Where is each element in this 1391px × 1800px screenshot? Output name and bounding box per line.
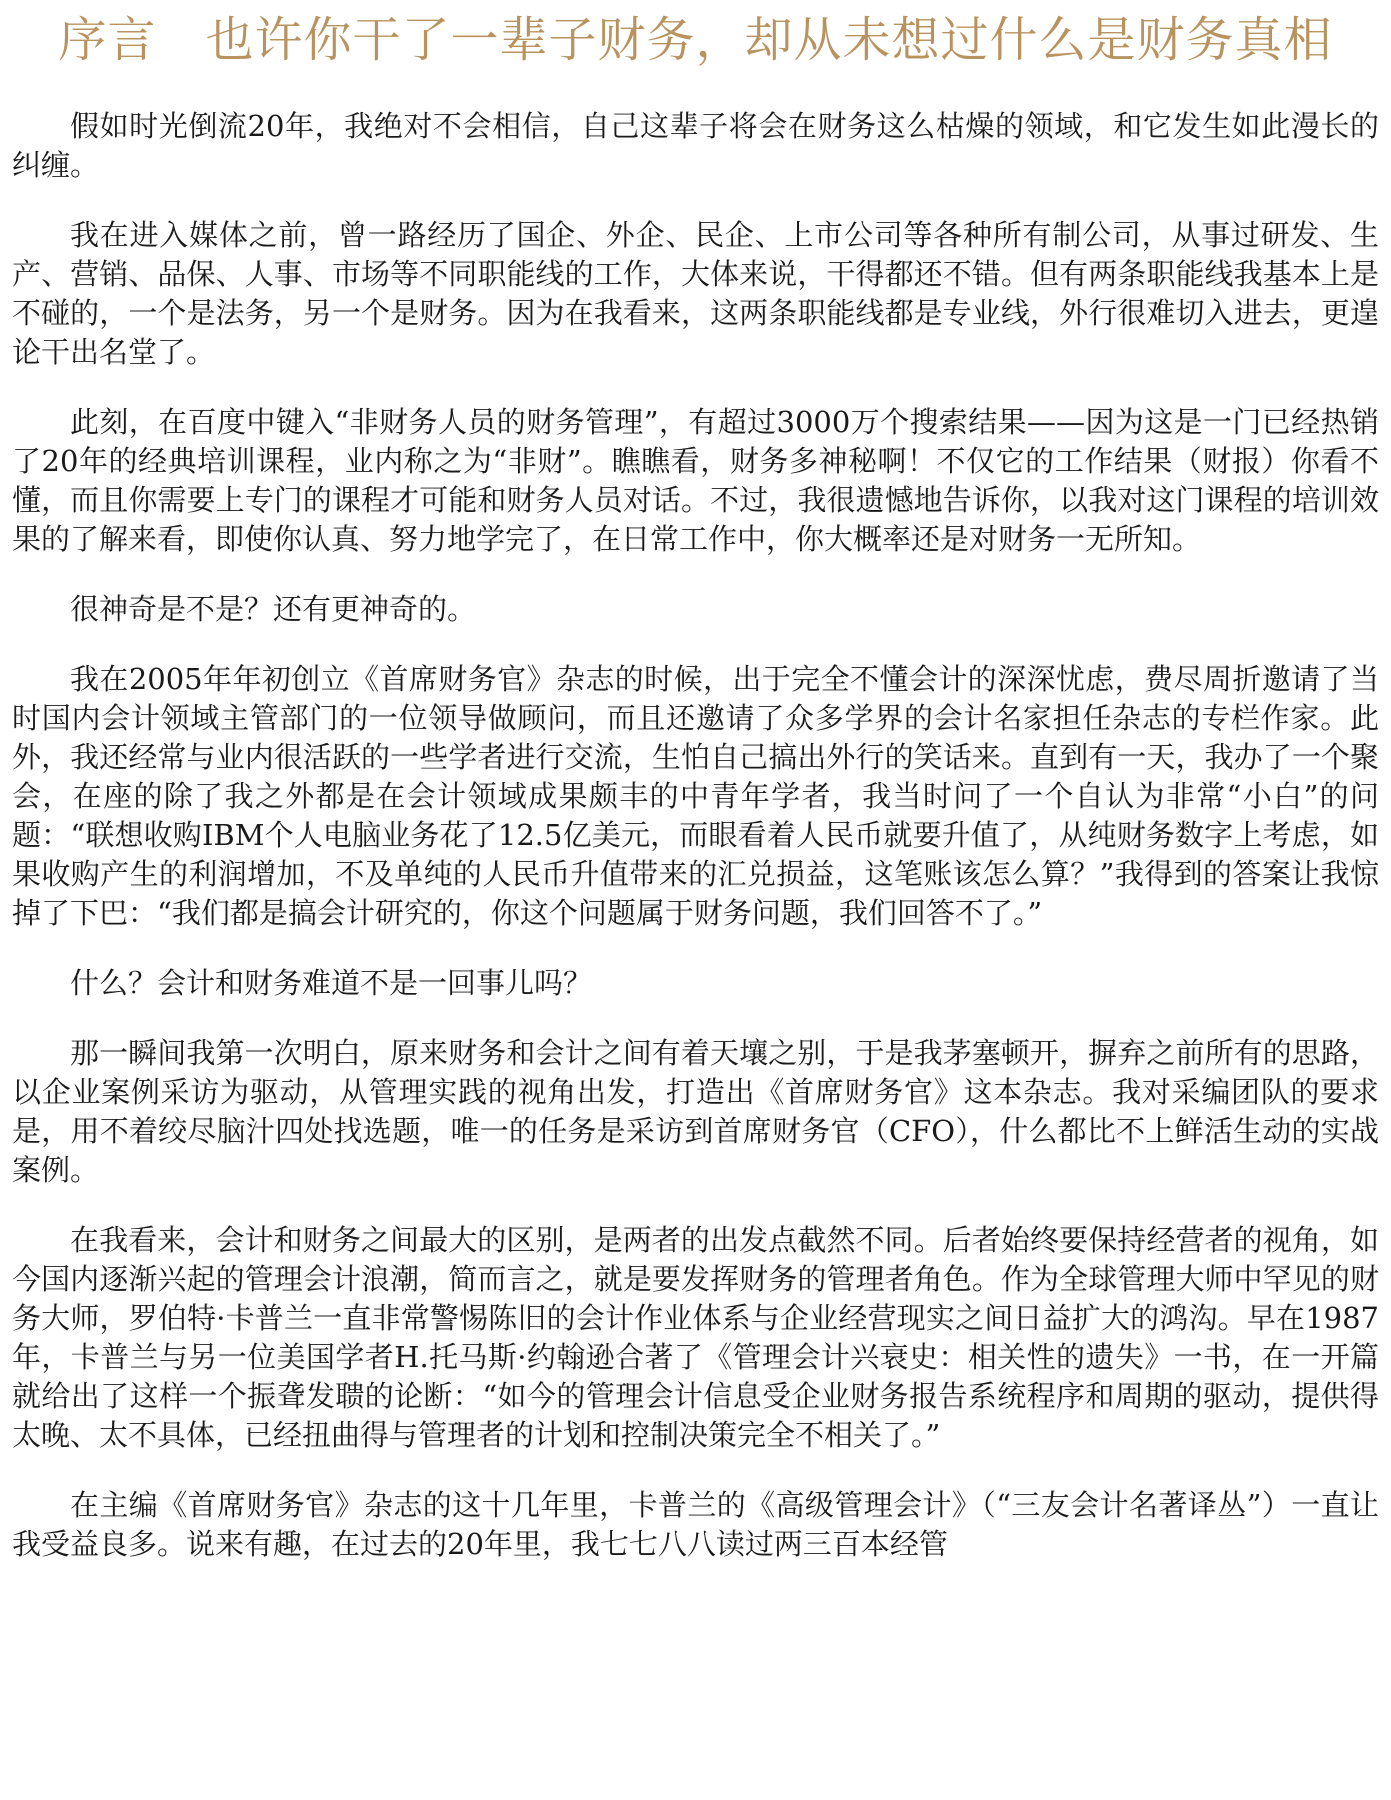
paragraph-6: 什么？会计和财务难道不是一回事儿吗？ [70,966,593,1000]
paragraph-9: 在主编《首席财务官》杂志的这十几年里，卡普兰的《高级管理会计》（“三友会计名著译丛”）一直让我受益良多。说来有趣，在过去的20年里，我七七八八读过两三百本经管 [12,1488,1379,1561]
paragraph-7: 那一瞬间我第一次明白，原来财务和会计之间有着天壤之别，于是我茅塞顿开，摒弃之前所有的思路，以企业案例采访为驱动，从管理实践的视角出发，打造出《首席财务官》这本杂志。我对采编团队的要求是，用不着绞尽脑汁四处找选题，唯一的任务是采访到首席财务官（CFO），什么都比不上鲜活生动的实战案例。 [12,1036,1379,1187]
body-text [12,107,1379,1564]
paragraph-2: 我在进入媒体之前，曾一路经历了国企、外企、民企、上市公司等各种所有制公司，从事过研发、生产、营销、品保、人事、市场等不同职能线的工作，大体来说，干得都还不错。但有两条职能线我基本上是不碰的，一个是法务，另一个是财务。因为在我看来，这两条职能线都是专业线，外行很难切入进去，更遑论干出名堂了。 [12,218,1379,369]
paragraph-5: 我在2005年年初创立《首席财务官》杂志的时候，出于完全不懂会计的深深忧虑，费尽周折邀请了当时国内会计领域主管部门的一位领导做顾问，而且还邀请了众多学界的会计名家担任杂志的专栏作家。此外，我还经常与业内很活跃的一些学者进行交流，生怕自己搞出外行的笑话来。直到有一天，我办了一个聚会，在座的除了我之外都是在会计领域成果颇丰的中青年学者，我当时问了一个自认为非常“小白”的问题：“联想收购IBM个人电脑业务花了12.5亿美元，而眼看着人民币就要升值了，从纯财务数字上考虑，如果收购产生的利润增加，不及单纯的人民币升值带来的汇兑损益，这笔账该怎么算？”我得到的答案让我惊掉了下巴：“我们都是搞会计研究的，你这个问题属于财务问题，我们回答不了。” [12,662,1379,930]
paragraph-4: 很神奇是不是？还有更神奇的。 [70,592,477,626]
paragraph-1: 假如时光倒流20年，我绝对不会相信，自己这辈子将会在财务这么枯燥的领域，和它发生如此漫长的纠缠。 [12,109,1379,182]
paragraph-8: 在我看来，会计和财务之间最大的区别，是两者的出发点截然不同。后者始终要保持经营者的视角，如今国内逐渐兴起的管理会计浪潮，简而言之，就是要发挥财务的管理者角色。作为全球管理大师中罕见的财务大师，罗伯特·卡普兰一直非常警惕陈旧的会计作业体系与企业经营现实之间日益扩大的鸿沟。早在1987年，卡普兰与另一位美国学者H.托马斯·约翰逊合著了《管理会计兴衰史：相关性的遗失》一书，在一开篇就给出了这样一个振聋发聩的论断：“如今的管理会计信息受企业财务报告系统程序和周期的驱动，提供得太晚、太不具体，已经扭曲得与管理者的计划和控制决策完全不相关了。” [12,1223,1379,1452]
paragraph-3: 此刻，在百度中键入“非财务人员的财务管理”，有超过3000万个搜索结果——因为这是一门已经热销了20年的经典培训课程，业内称之为“非财”。瞧瞧看，财务多神秘啊！不仅它的工作结果（财报）你看不懂，而且你需要上专门的课程才可能和财务人员对话。不过，我很遗憾地告诉你，以我对这门课程的培训效果的了解来看，即使你认真、努力地学完了，在日常工作中，你大概率还是对财务一无所知。 [12,405,1379,556]
chapter-title: 序言 也许你干了一辈子财务，却从未想过什么是财务真相 [58,12,1333,68]
